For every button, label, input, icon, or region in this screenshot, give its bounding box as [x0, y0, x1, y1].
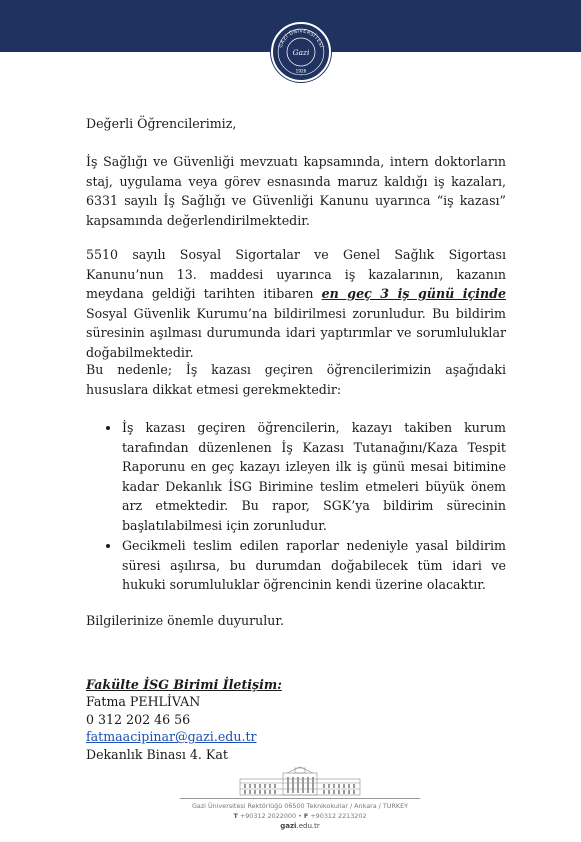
- website-domain: .edu.tr: [296, 822, 320, 830]
- bullet-text-1: İş kazası geçiren öğrencilerin, kazayı takiben kurum tarafından düzenlenen İş Kazası Tutanağını/Kaza Tespit Raporunu en geç kazayı izleyen ilk iş günü mesai bitimine kadar Dekanlık İSG Birimine teslim etmeleri büyük önem arz etmektedir. Bu rapor, SGK’ya bildirim sürecinin başlatılabilmesi için zorunludur.: [86, 418, 506, 536]
- letter-paragraph-3: Bu nedenle; İş kazası geçiren öğrencilerimizin aşağıdaki hususlara dikkat etmesi gerekmektedir:: [86, 362, 506, 397]
- university-seal: [271, 22, 331, 82]
- website-bold: gazi: [280, 822, 297, 830]
- contact-email-link[interactable]: fatmaacipinar@gazi.edu.tr: [86, 729, 257, 745]
- bullet-item: [86, 418, 506, 536]
- footer-address: Gazi Üniversitesi Rektörlüğü 06500 Teknikokullar / Ankara / TURKEY: [191, 802, 409, 810]
- footer: [180, 765, 420, 831]
- contact-block: [86, 676, 386, 763]
- deadline-emphasis: en geç 3 iş günü içinde: [321, 286, 506, 302]
- tel-label: T: [233, 812, 238, 820]
- svg-text:1926: 1926: [295, 68, 307, 74]
- contact-title: Fakülte İSG Birimi İletişim:: [86, 677, 282, 692]
- contact-name: Fatma PEHLİVAN: [86, 694, 201, 710]
- footer-phone-fax: T +90312 2022000 • F +90312 2213202: [233, 812, 367, 820]
- bullet-item: [86, 536, 506, 595]
- contact-phone: 0 312 202 46 56: [86, 711, 191, 727]
- letter-paragraph-1: İş Sağlığı ve Güvenliği mevzuatı kapsamında, intern doktorların staj, uygulama veya görev esnasında maruz kaldığı iş kazaları, 6331 sayılı İş Sağlığı ve Güvenliği Kanunu uyarınca “iş kazası” kapsamında değerlendirilmektedir.: [86, 154, 506, 228]
- footer-website: [180, 821, 420, 831]
- paragraph-2-end: Sosyal Güvenlik Kurumu’na bildirilmesi zorunludur. Bu bildirim süresinin aşılması durumunda idari yaptırımlar ve sorumluluklar doğabilmektedir.: [86, 305, 506, 360]
- rectorate-building-icon: [235, 765, 365, 797]
- tel-number: +90312 2022000: [239, 812, 297, 820]
- fax-label: F: [303, 812, 309, 820]
- svg-text:Gazi: Gazi: [292, 47, 310, 57]
- letter-closing: Bilgilerinize önemle duyurulur.: [86, 613, 285, 628]
- paragraph-2-start: 5510 sayılı Sosyal Sigortalar ve Genel Sağlık Sigortası Kanunu’nun 13. maddesi uyarınca iş kazalarının, kazanın meydana geldiği tarihten itibaren: [86, 247, 506, 302]
- contact-location: Dekanlık Binası 4. Kat: [86, 746, 228, 762]
- letter-greeting: Değerli Öğrencilerimiz,: [86, 116, 237, 131]
- bullet-text-2: Gecikmeli teslim edilen raporlar nedeniyle yasal bildirim süresi aşılırsa, bu durumdan doğabilecek tüm idari ve hukuki sorumluluklar öğrencinin kendi üzerine olacaktır.: [86, 536, 506, 595]
- university-seal-logo: [273, 24, 329, 80]
- svg-text:GAZİ ÜNİVERSİTESİ: GAZİ ÜNİVERSİTESİ: [277, 28, 325, 49]
- footer-divider: [180, 798, 420, 799]
- letter-paragraph-2: [86, 245, 506, 363]
- fax-number: +90312 2213202: [310, 812, 367, 820]
